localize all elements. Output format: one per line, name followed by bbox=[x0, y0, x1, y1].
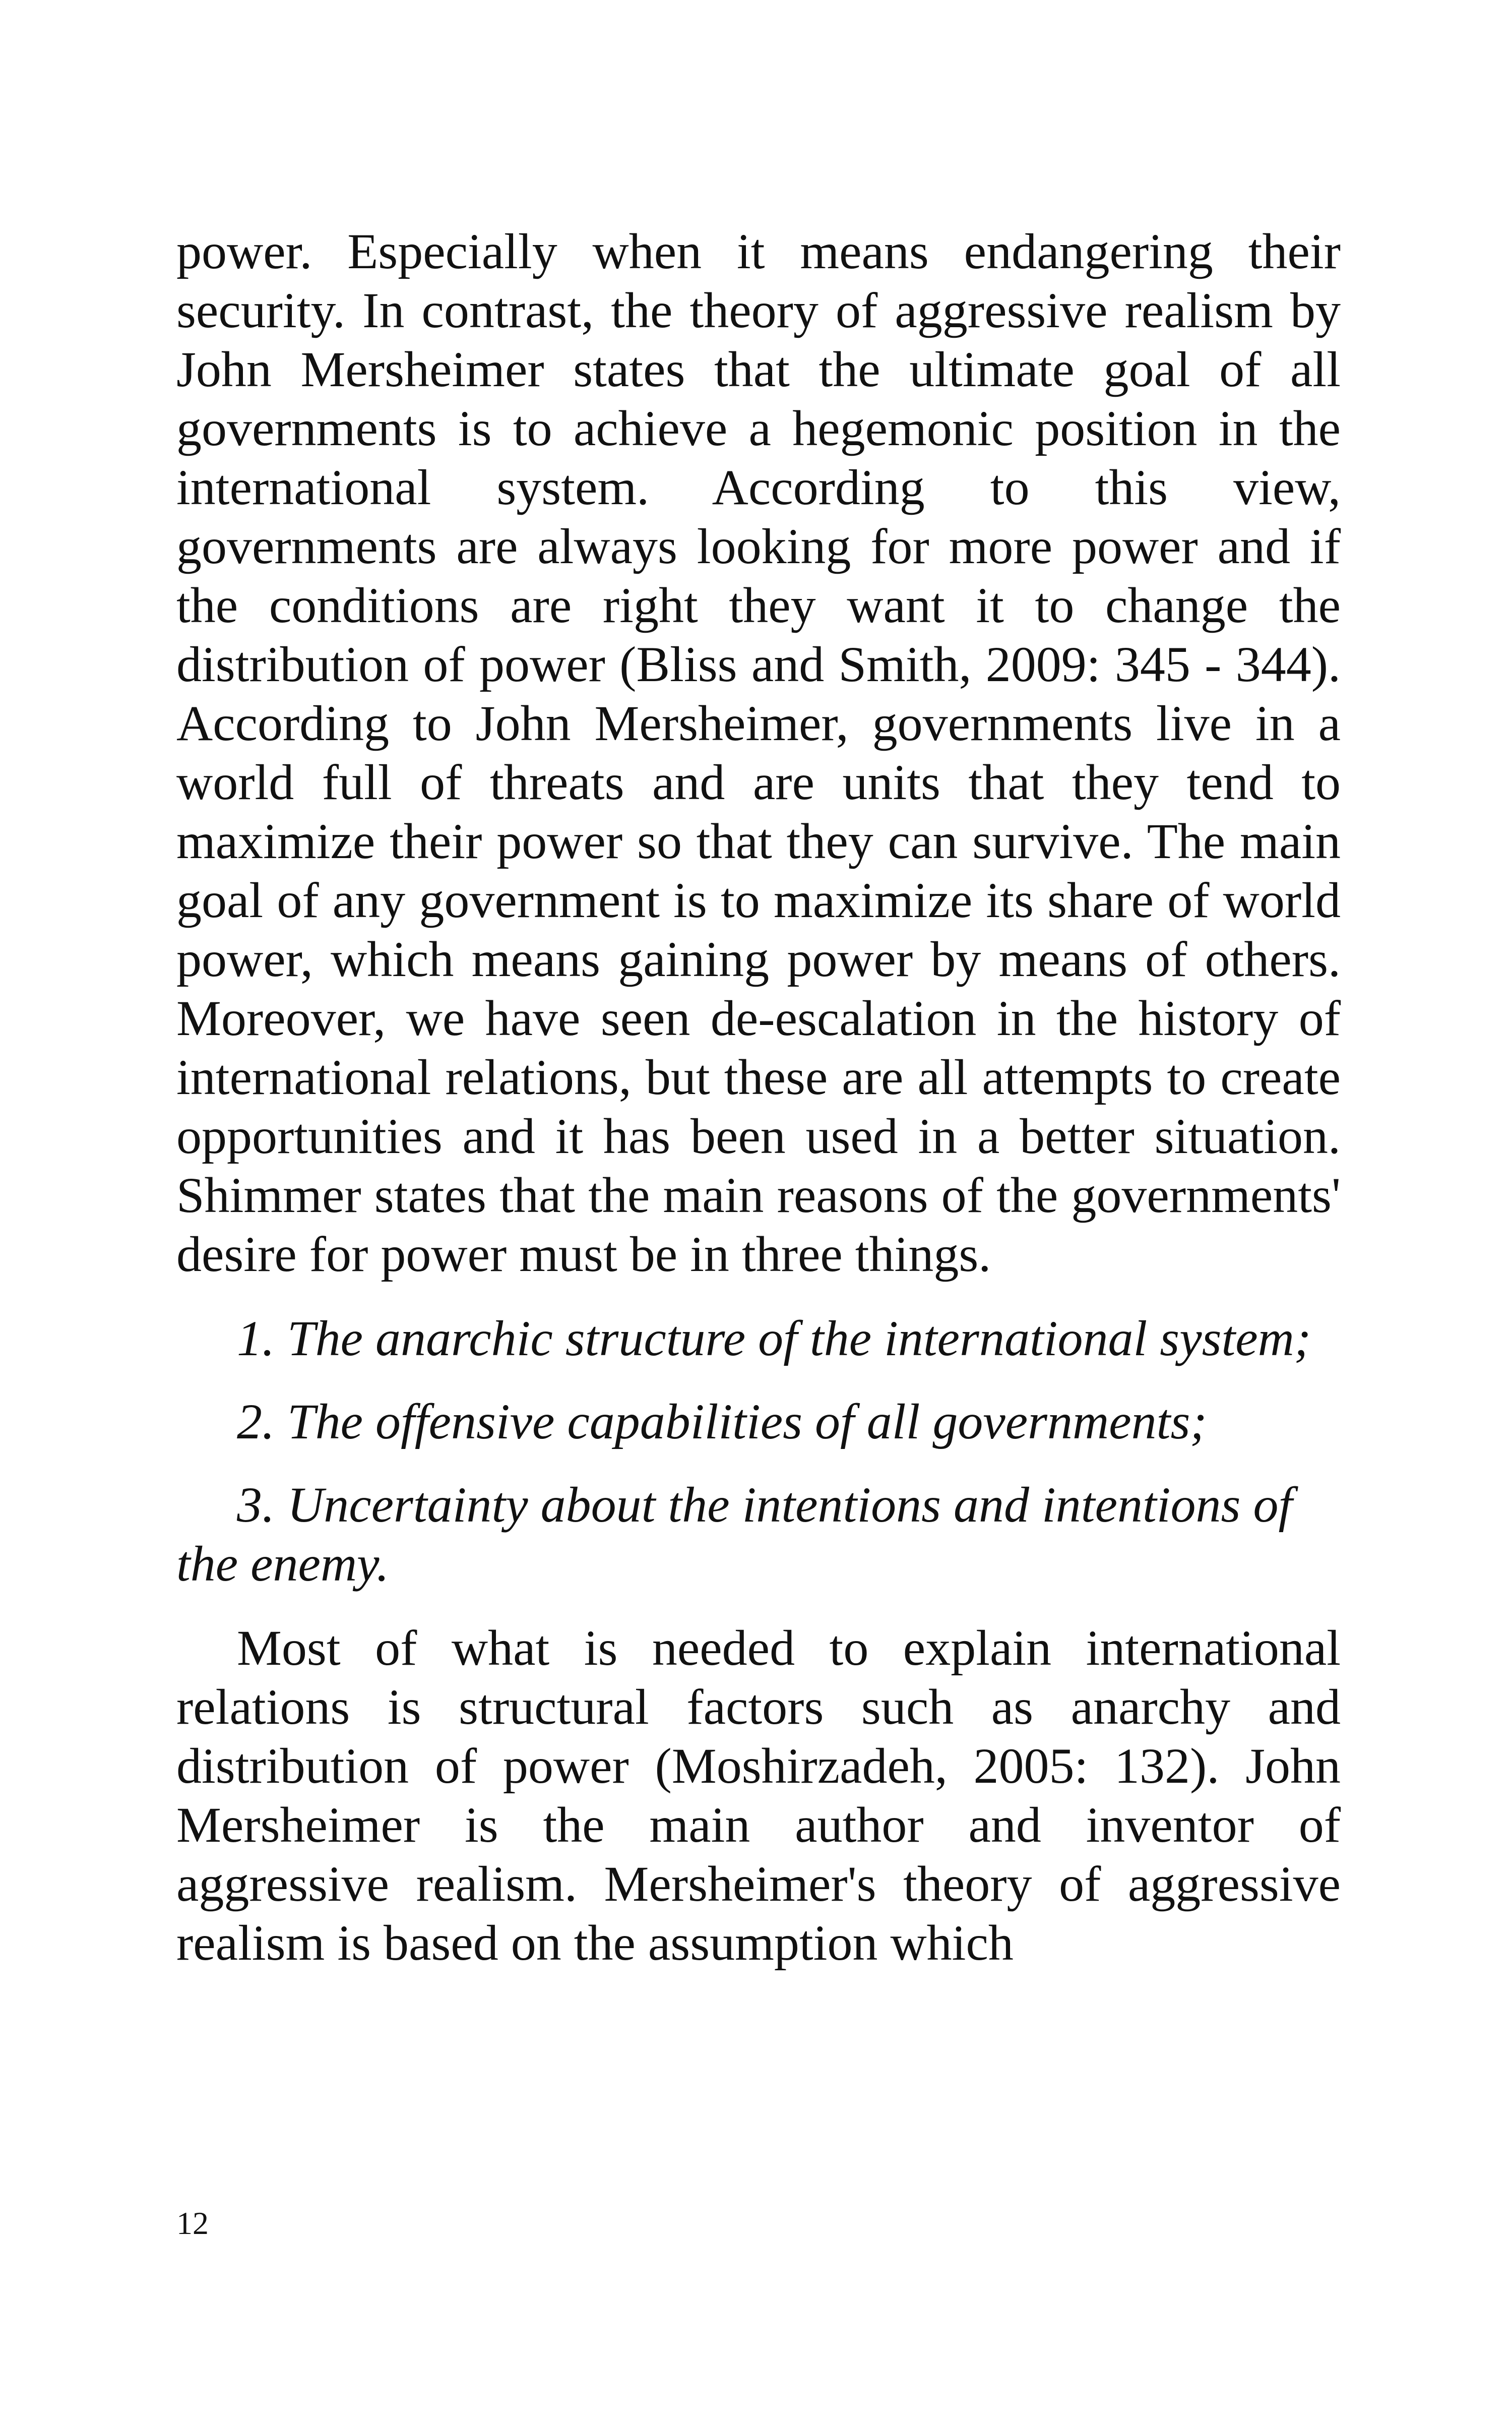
body-text bbox=[176, 222, 1341, 1972]
list-item-2: 2. The offensive capabilities of all governments; bbox=[237, 1394, 1207, 1449]
page-number: 12 bbox=[176, 2205, 209, 2241]
paragraph-2: Most of what is needed to explain international relations is structural factors such as anarchy and distribution of power (Moshirzadeh, 2005: 132). John Mersheimer is the main author and inventor of aggressive realism. Mersheimer's theory of aggressive realism is based on the assumption which bbox=[176, 1620, 1341, 1971]
list-item-1: 1. The anarchic structure of the international system; bbox=[237, 1310, 1311, 1366]
list-item-3: 3. Uncertainty about the intentions and intentions of the enemy. bbox=[176, 1477, 1293, 1592]
paragraph-1: power. Especially when it means endangering their security. In contrast, the theory of aggressive realism by John Mersheimer states that the ultimate goal of all governments is to achieve a hegemonic position in the international system. According to this view, governments are always looking for more power and if the conditions are right they want it to change the distribution of power (Bliss and Smith, 2009: 345 - 344). According to John Mersheimer, governments live in a world full of threats and are units that they tend to maximize their power so that they can survive. The main goal of any government is to maximize its share of world power, which means gaining power by means of others. Moreover, we have seen de-escalation in the history of international relations, but these are all attempts to create opportunities and it has been used in a better situation. Shimmer states that the main reasons of the governments' desire for power must be in three things. bbox=[176, 223, 1341, 1282]
